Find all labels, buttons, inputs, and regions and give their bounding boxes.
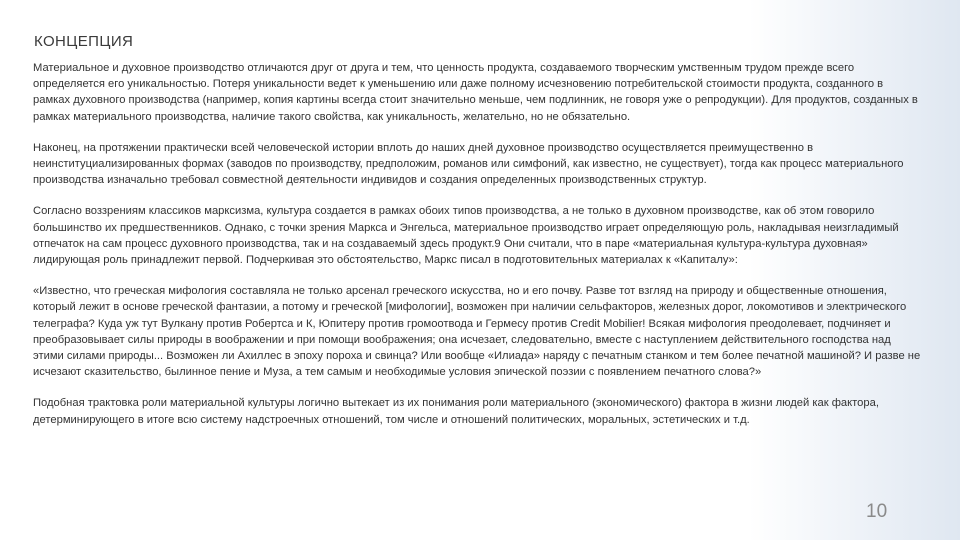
paragraph-marxism: Согласно воззрениям классиков марксизма, культура создается в рамках обоих типов производства, а не только в духовном производстве, как об этом говорило большинство их предшественников. Однако, с точки зрения Маркса и Энгельса, материальное производство играет определяющую роль, накладывая неизгладимый отпечаток на сам процесс духовного производства, так и на создаваемый здесь продукт.9 Они считали, что в паре «материальная культура-культура духовная» лидирующая роль принадлежит первой. Подчеркивая это обстоятельство, Маркс писал в подготовительных материалах к «Капиталу»: — [33, 205, 899, 267]
slide-body — [33, 60, 921, 443]
paragraph-conclusion: Подобная трактовка роли материальной культуры логично вытекает из их понимания роли материального (экономического) фактора в жизни людей как фактора, детерминирующего в итоге всю систему надстроечных отношений, том числе и отношений политических, моральных, эстетических и т.д. — [33, 397, 879, 426]
slide-title: КОНЦЕПЦИЯ — [34, 33, 134, 50]
page-number: 10 — [866, 501, 888, 522]
paragraph-uniqueness: Материальное и духовное производство отличаются друг от друга и тем, что ценность продукта, создаваемого творческим умственным трудом прежде всего определяется его уникальностью. Потеря уникальности ведет к уменьшению или даже полному исчезновению потребительской стоимости продукта, созданного в рамках духовного производства (например, копия картины всегда стоит значительно меньше, чем подлинник, не говоря уже о репродукции). Для продуктов, созданных в рамках материального производства, наличие такого свойства, как уникальность, желательно, но не обязательно. — [33, 62, 918, 123]
paragraph-institutional-forms: Наконец, на протяжении практически всей человеческой истории вплоть до наших дней духовное производство осуществляется преимущественно в неинституциализированных формах (заводов по производству, предположим, романов или симфоний, как известно, не существует), тогда как процесс материального производства изначально требовал совместной деятельности индивидов и создания определенных производственных структур. — [33, 141, 904, 187]
paragraph-quote: «Известно, что греческая мифология составляла не только арсенал греческого искусства, но и его почву. Разве тот взгляд на природу и общественные отношения, который лежит в основе греческой фантазии, а потому и греческой [мифологии], возможен при наличии сельфакторов, железных дорог, локомотивов и электрического телеграфа? Куда уж тут Вулкану против Робертса и К, Юпитеру против громоотвода и Гермесу против Credit Mobilier! Всякая мифология преодолевает, подчиняет и преобразовывает силы природы в воображении и при помощи воображения; она исчезает, следовательно, вместе с наступлением действительного господства над этими силами природы... Возможен ли Ахиллес в эпоху пороха и свинца? Или вообще «Илиада» наряду с печатным станком и тем более печатной машиной? И разве не исчезают сказительство, былинное пение и Муза, а тем самым и необходимые условия эпической поэзии с появлением печатного слова?» — [33, 285, 921, 379]
